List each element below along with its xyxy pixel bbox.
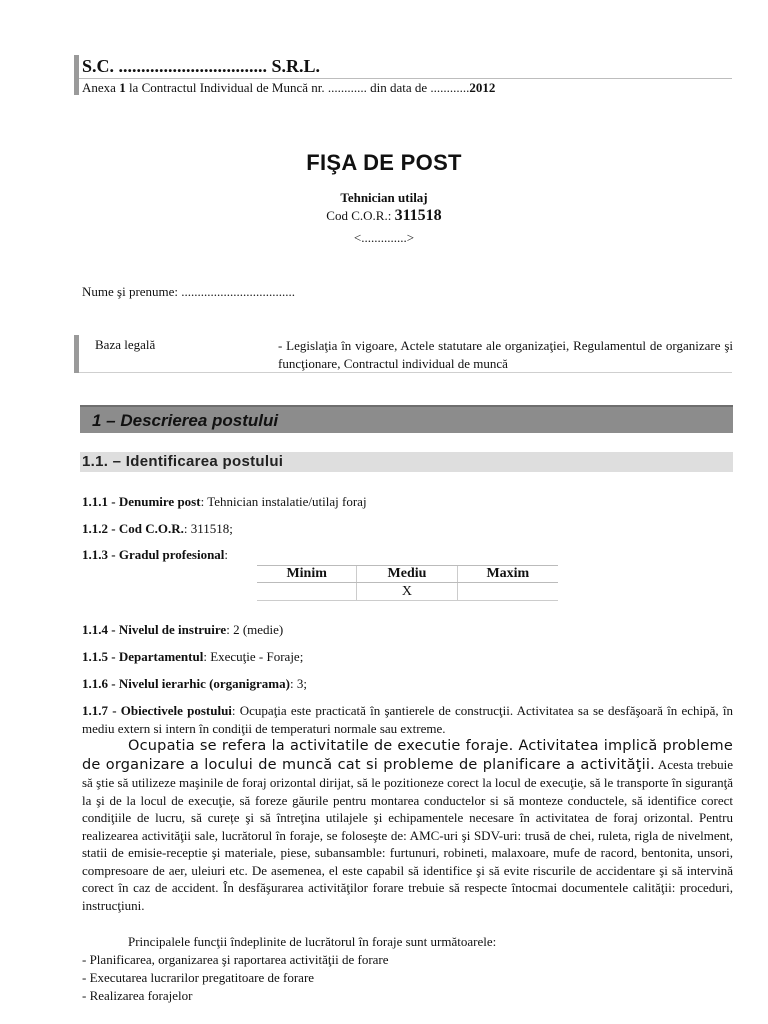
header-divider: [79, 78, 732, 79]
list-item: - Realizarea forajelor: [82, 988, 193, 1003]
body-paragraph-1-rest: Acesta trebuie să ştie să utilizeze maşinile de foraj orizontal dirijat, să le pozitioneze corect la locul de execuţie, să le transporte în siguranţă la şi de la locul de execuţie, să foreze găurile pentru montarea conductelor si să monteze conductele, să identifice corect condiţiile de lucru, să curețe şi să întreţina utilajele şi echipamentele necesare în activitatea de foraj orizontal. Pentru realizearea activităţii sale, lucrătorul în foraje, se foloseşte de: AMC-uri şi SDV-uri: trusă de chei, ruleta, rigla de nivelment, statii de emisie-receptie şi materiale, piese, subansamble: furtunuri, robineti, malaxoare, mufe de racord, bentonita, unsori, compresoare de aer, uleiuri etc. De asemenea, el este capabil să identifice şi să evite riscurile de accidentare şi să intervină corect în caz de accident. În desfăşurarea activităţilor forare trebuie să respecte întocmai documentele calităţii: proceduri, instrucţiuni.: [82, 756, 733, 913]
section-1-1-header: 1.1. – Identificarea postului: [80, 452, 733, 472]
grade-cell-mid: X: [357, 583, 457, 601]
grade-table-header-row: [257, 566, 558, 583]
annex-line: Anexa 1 la Contractul Individual de Muncă nr. ............ din data de ............2012: [82, 80, 496, 95]
item-1-1-2: 1.1.2 - Cod C.O.R.: 311518;: [82, 521, 233, 536]
cor-code-line: Cod C.O.R.: 311518: [326, 207, 442, 224]
legal-accent-bar: [74, 335, 79, 373]
legal-label: Baza legală: [95, 337, 156, 352]
page-title: FIŞA DE POST: [306, 150, 462, 175]
header-accent-bar: [74, 55, 79, 95]
grade-cell-min: [257, 583, 357, 601]
company-name: S.C. ................................. S.R.L.: [82, 56, 321, 76]
list-item: - Planificarea, organizarea şi raportarea activităţii de forare: [82, 952, 389, 967]
name-field-line: Nume şi prenume: ...................................: [82, 284, 296, 299]
grade-col-min: Minim: [257, 566, 357, 583]
legal-text: - Legislaţia în vigoare, Actele statutare ale organizaţiei, Regulamentul de organizare şi funcţionare, Contractul individual de muncă: [278, 338, 733, 371]
grade-col-mid: Mediu: [357, 566, 457, 583]
body-paragraph-1-lead: Ocupatia se refera la activitatile de executie foraje. Activitatea implică probleme de organizare a locului de muncă cat si probleme de planificare a activităţii.: [82, 738, 733, 773]
item-1-1-6: 1.1.6 - Nivelul ierarhic (organigrama): 3;: [82, 676, 307, 691]
placeholder-line: <..............>: [353, 230, 415, 245]
item-1-1-7: 1.1.7 - Obiectivele postului: Ocupaţia este practicată în şantierele de construcţii. Activitatea sa se desfăşoară în echipă, în mediu extern si intern în condiţii de temperaturi normale sau extreme.: [82, 703, 733, 736]
item-1-1-1: 1.1.1 - Denumire post: Tehnician instalatie/utilaj foraj: [82, 494, 367, 509]
job-subtitle: Tehnician utilaj: [340, 190, 428, 205]
grade-table-row: [257, 583, 558, 601]
item-1-1-5: 1.1.5 - Departamentul: Execuţie - Foraje;: [82, 649, 304, 664]
item-1-1-3: 1.1.3 - Gradul profesional:: [82, 547, 229, 562]
body-paragraph-1: [82, 737, 733, 914]
list-item: - Executarea lucrarilor pregatitoare de forare: [82, 970, 315, 985]
section-1-header: 1 – Descrierea postului: [80, 405, 733, 433]
grade-cell-max: [457, 583, 558, 601]
item-1-1-4: 1.1.4 - Nivelul de instruire: 2 (medie): [82, 622, 284, 637]
grade-col-max: Maxim: [457, 566, 558, 583]
body-paragraph-2: Principalele funcţii îndeplinite de lucrătorul în foraje sunt următoarele:: [128, 934, 497, 949]
grade-table: [257, 565, 558, 601]
functions-list: [82, 951, 389, 1005]
legal-divider: [79, 372, 732, 373]
